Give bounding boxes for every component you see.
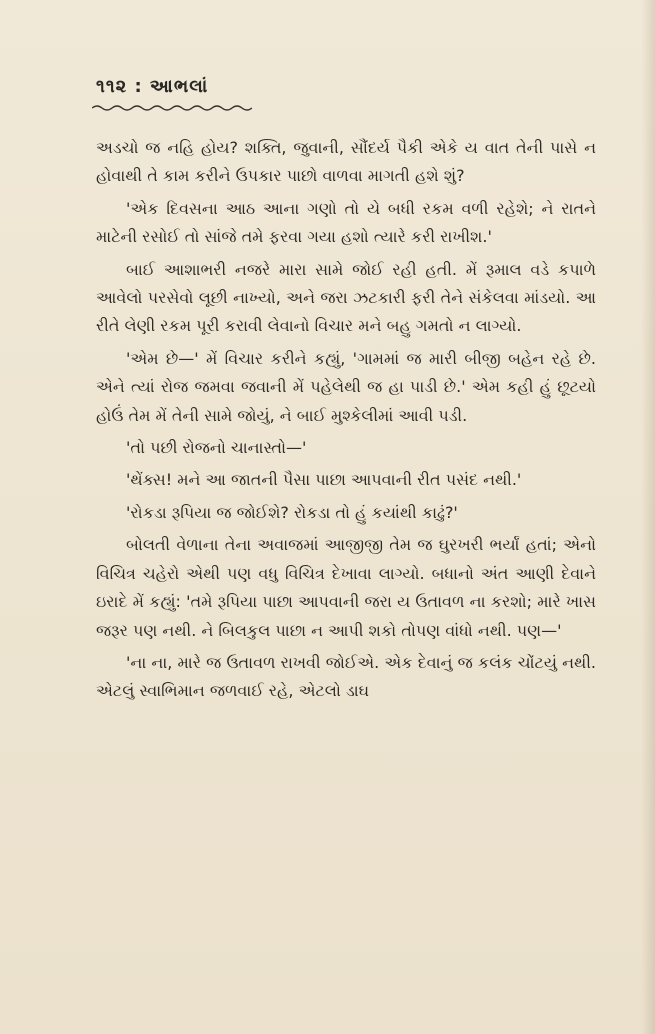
paragraph: બોલતી વેળાના તેના અવાજમાં આજીજી તેમ જ ઘુરખરી ભર્યાં હતાં; એનો વિચિત્ર ચહેરો એથી પણ વધુ વિચિત્ર દેખાવા લાગ્યો. બધાનો અંત આણી દેવાને ઇરાદે મેં કહ્યું: 'તમે રૂપિયા પાછા આપવાની જરા ય ઉતાવળ ના કરશો; મારે ખાસ જરૂર પણ નથી. ને બિલકુલ પાછા ન આપી શકો તોપણ વાંધો નથી. પણ—' — [96, 535, 596, 640]
running-head-ornamental-rule — [92, 104, 252, 112]
paragraph: 'ના ના, મારે જ ઉતાવળ રાખવી જોઈએ. એક દેવાનું જ કલંક ચોંટયું નથી. એટલું સ્વાભિમાન જળવાઈ રહે, એટલો ડાઘ — [96, 652, 596, 701]
running-head: ૧૧૨ : આભલાં — [96, 76, 209, 97]
paragraph: 'એક દિવસના આઠ આના ગણો તો યે બધી રકમ વળી રહેશે; ને રાતને માટેની રસોઈ તો સાંજે તમે ફરવા ગયા હશો ત્યારે કરી રાખીશ.' — [96, 198, 596, 247]
paragraph: અડચો જ નહિ હોય? શક્તિ, જુવાની, સૌંદર્ય પૈકી એકે ય વાત તેની પાસે ન હોવાથી તે કામ કરીને ઉપકાર પાછો વાળવા માગતી હશે શું? — [96, 138, 596, 186]
body-text — [96, 134, 596, 710]
paragraph: 'તો પછી રોજનો ચાનાસ્તો—' — [126, 438, 307, 458]
page-spine-shadow — [641, 0, 655, 1034]
paragraph: 'એમ છે—' મેં વિચાર કરીને કહ્યું, 'ગામમાં જ મારી બીજી બહેન રહે છે. એને ત્યાં રોજ જમવા જવાની મેં પહેલેથી જ હા પાડી છે.' એમ કહી હું છૂટયો હોઉં તેમ મેં તેની સામે જોયું, ને બાઈ મુશ્કેલીમાં આવી પડી. — [96, 348, 596, 425]
paragraph: 'થેંક્સ! મને આ જાતની પૈસા પાછા આપવાની રીત પસંદ નથી.' — [126, 470, 522, 490]
paragraph: બાઈ આશાભરી નજરે મારા સામે જોઈ રહી હતી. મેં રૂમાલ વડે કપાળે આવેલો પરસેવો લૂછી નાખ્યો, અને જરા ઝટકારી ફરી તેને સંકેલવા માંડયો. આ રીતે લેણી રકમ પૂરી કરાવી લેવાનો વિચાર મને બહુ ગમતો ન લાગ્યો. — [96, 259, 596, 336]
paragraph: 'રોકડા રૂપિયા જ જોઈશે? રોકડા તો હું કયાંથી કાઢું?' — [126, 502, 458, 522]
